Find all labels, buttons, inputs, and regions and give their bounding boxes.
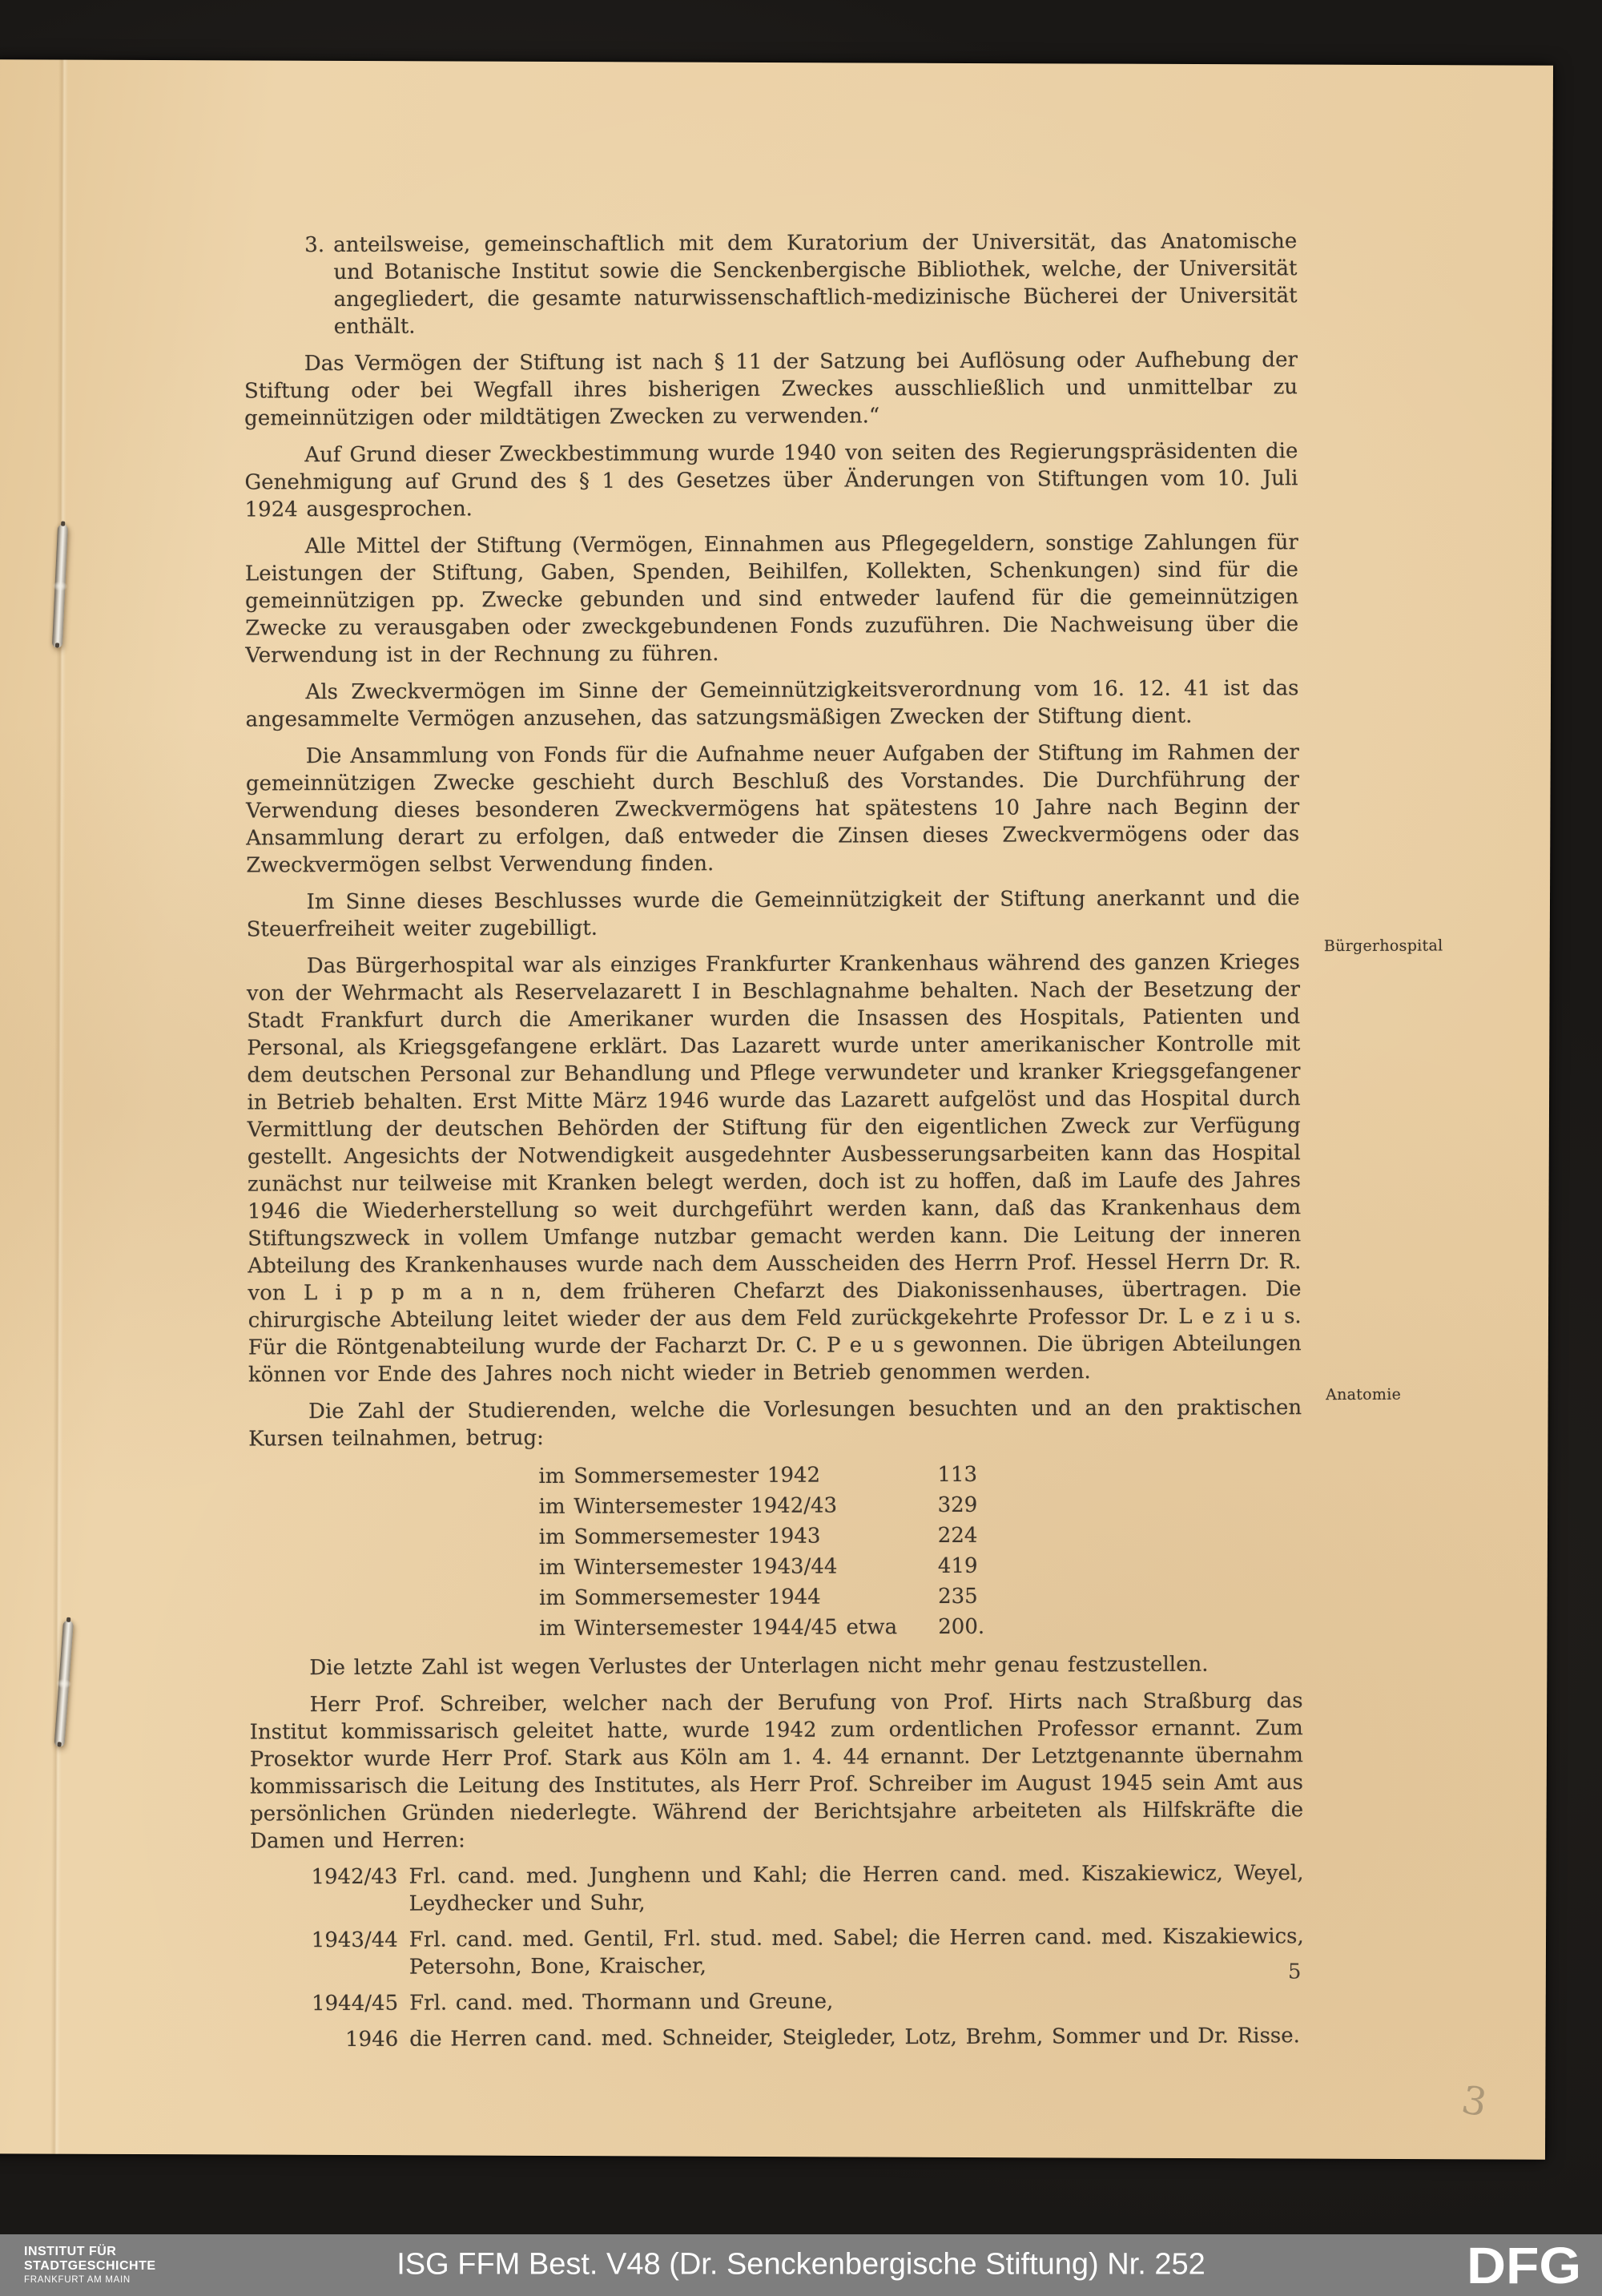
paragraph-anatomie-intro (248, 1385, 1402, 1452)
scanned-page (0, 59, 1553, 2159)
paragraph: Die Ansammlung von Fonds für die Aufnahme neuer Aufgaben der Stiftung im Rahmen der gemeinnützigen Zwecke geschieht durch Beschluß des Vorstandes. Die Durchführung der Verwendung dieses besonderen Zweckvermögens hat spätestens 10 Jahre nach Beginn der Ansammlung derart zu erfolgen, daß entweder die Zinsen dieses Zweckvermögens oder das Zweckvermögen selbst Verwendung finden. (245, 740, 1300, 878)
page-number: 5 (1287, 1960, 1302, 1984)
student-numbers-table (538, 1458, 1302, 1644)
semester-label: im Sommersemester 1942 (538, 1463, 821, 1489)
semester-label: im Sommersemester 1943 (538, 1524, 821, 1550)
semester-value: 224 (937, 1523, 978, 1549)
semester-value: 200. (938, 1614, 985, 1640)
paragraph: Im Sinne dieses Beschlusses wurde die Gemeinnützigkeit der Stiftung anerkannt und die Steuerfreiheit weiter zugebilligt. (246, 886, 1300, 942)
pencil-annotation: 3 (1458, 2077, 1491, 2126)
numbered-list-item (244, 228, 1298, 340)
paragraph: Herr Prof. Schreiber, welcher nach der Berufung von Prof. Hirts nach Straßburg das Institut kommissarisch geleitet hatte, wurde 1942 zum ordentlichen Professor ernannt. Zum Prosektor wurde Herr Prof. Stark aus Köln am 1. 4. 44 ernannt. Der Letztgenannte übernahm kommissarisch die Leitung des Institutes, als Herr Prof. Schreiber im August 1945 sein Amt aus persönlichen Gründen niederlegte. Während der Berichtsjahre arbeiteten als Hilfskräfte die Damen und Herren: (249, 1689, 1304, 1854)
archive-reference: ISG FFM Best. V48 (Dr. Senckenbergische Stiftung) Nr. 252 (396, 2247, 1206, 2282)
assistants-entry (251, 1986, 1304, 2017)
assistants-names: Frl. cand. med. Thormann und Greune, (409, 1989, 834, 2016)
semester-label: im Wintersemester 1944/45 etwa (539, 1615, 898, 1641)
paragraph: Als Zweckvermögen im Sinne der Gemeinnützigkeitsverordnung vom 16. 12. 41 ist das angesammelte Vermögen anzusehen, das satzungsmäßigen Zwecken der Stiftung dient. (245, 676, 1299, 732)
institute-line: STADTGESCHICHTE (24, 2258, 156, 2273)
staple-icon (52, 524, 68, 647)
paragraph: Auf Grund dieser Zweckbestimmung wurde 1940 von seiten des Regierungspräsidenten die Genehmigung auf Grund des § 1 des Gesetzes über Änderungen von Stiftungen vom 10. Juli 1924 ausgesprochen. (244, 439, 1298, 522)
paragraph-text: Die Zahl der Studierenden, welche die Vorlesungen besuchten und an den praktischen Kursen teilnahmen, betrug: (248, 1396, 1302, 1452)
table-row (539, 1549, 1302, 1583)
paragraph-text: Das Bürgerhospital war als einziges Frankfurter Krankenhaus während des ganzen Krieges von der Wehrmacht als Reservelazarett I in Beschlagnahme behalten. Nach der Besetzung der Stadt Frankfurt durch die Amerikaner wurden die Insassen des Hospitals, Patienten und Personal, als Kriegsgefangene erklärt. Das Lazarett wurde unter amerikanischer Kontrolle mit dem deutschen Personal zur Behandlung und Pflege verwundeter und kranker Kriegsgefangener in Betrieb behalten. Erst Mitte März 1946 wurde das Lazarett aufgelöst und das Hospital durch Vermittlung der deutschen Behörden der Stiftung für den eigentlichen Zweck zur Verfügung gestellt. Angesichts der Notwendigkeit ausgedehnter Ausbesserungsarbeiten kann das Hospital zunächst nur teilweise mit Kranken belegt werden, doch ist zu hoffen, daß im Laufe des Jahres 1946 die Wiederherstellung so weit durchgeführt werden kann, daß das Krankenhaus dem Stiftungszweck in vollem Umfange nutzbar gemacht werden kann. Die Leitung der inneren Abteilung des Krankenhauses wurde nach dem Ausscheiden des Herrn Prof. Hessel Herrn Dr. R. von L i p p m a n n, dem früheren Chefarzt des Diakonissenhauses, übertragen. Die chirurgische Abteilung leitet wieder der aus dem Feld zurückgekehrte Professor Dr. L e z i u s. Für die Röntgenabteilung wurde der Facharzt Dr. C. P e u s gewonnen. Die übrigen Abteilungen können vor Ende des Jahres noch nicht wieder in Betrieb genommen werden. (246, 950, 1302, 1388)
assistants-entry (250, 1859, 1303, 1918)
semester-label: im Wintersemester 1943/44 (538, 1554, 838, 1581)
table-row (538, 1458, 1302, 1492)
semester-label: im Sommersemester 1944 (538, 1585, 821, 1611)
paragraph-buergerhospital (246, 937, 1443, 1388)
assistants-entry (251, 2022, 1304, 2053)
assistants-names: die Herren cand. med. Schneider, Steigleder, Lotz, Brehm, Sommer und Dr. Risse. (409, 2024, 1300, 2052)
assistants-year: 1946 (345, 2027, 399, 2052)
paragraph: Alle Mittel der Stiftung (Vermögen, Einnahmen aus Pflegegeldern, sonstige Zahlungen für Leistungen der Stiftung, Gaben, Spenden, Beihilfen, Kollekten, Schenkungen) sind für die gemeinnützigen pp. Zwecke gebunden und sind entweder laufend für die gemeinnützigen Zwecke zu verausgaben oder zweckgebundenen Fonds zuzuführen. Die Nachweisung über die Verwendung ist in der Rechnung zu führen. (244, 530, 1299, 668)
margin-note-anatomie: Anatomie (1325, 1385, 1402, 1404)
semester-label: im Wintersemester 1942/43 (538, 1493, 838, 1520)
assistants-year: 1943/44 (311, 1927, 398, 1953)
table-row (539, 1519, 1302, 1553)
semester-value: 235 (937, 1584, 978, 1609)
table-row (539, 1580, 1302, 1613)
table-row (539, 1488, 1302, 1522)
list-item-number: 3. (304, 233, 325, 258)
table-row (539, 1610, 1302, 1644)
page-text (244, 228, 1443, 2053)
list-item-text: anteilsweise, gemeinschaftlich mit dem Kuratorium der Universität, das Anatomische und Botanische Institut sowie die Senckenbergische Bibliothek, welche, der Universität angegliedert, die gesamte naturwissenschaftlich-medizinische Bücherei der Universität enthält. (333, 229, 1298, 340)
margin-note-buergerhospital: Bürgerhospital (1323, 937, 1443, 956)
assistants-entry (251, 1923, 1304, 1981)
institute-line: FRANKFURT AM MAIN (24, 2275, 131, 2286)
semester-value: 419 (937, 1553, 978, 1579)
semester-value: 113 (937, 1462, 978, 1488)
paragraph: Die letzte Zahl ist wegen Verlustes der Unterlagen nicht mehr genau festzustellen. (309, 1652, 1209, 1681)
paragraph: Das Vermögen der Stiftung ist nach § 11 der Satzung bei Auflösung oder Aufhebung der Stiftung oder bei Wegfall ihres bisherigen Zweckes ausschließlich und unmittelbar zu gemeinnützigen oder mildtätigen Zwecken zu verwenden.“ (244, 348, 1298, 431)
assistants-names: Frl. cand. med. Gentil, Frl. stud. med. Sabel; die Herren cand. med. Kiszakiewics, Petersohn, Bone, Kraischer, (409, 1924, 1304, 1980)
archive-footer-bar (0, 2234, 1602, 2296)
assistants-names: Frl. cand. med. Junghenn und Kahl; die Herren cand. med. Kiszakiewicz, Weyel, Leydhecker und Suhr, (409, 1861, 1304, 1916)
semester-value: 329 (937, 1492, 978, 1518)
dfg-logo: DFG (1466, 2236, 1582, 2294)
institute-line: INSTITUT FÜR (24, 2245, 117, 2258)
assistants-year: 1944/45 (312, 1991, 399, 2016)
staple-icon (54, 1620, 74, 1747)
assistants-year: 1942/43 (311, 1864, 398, 1890)
